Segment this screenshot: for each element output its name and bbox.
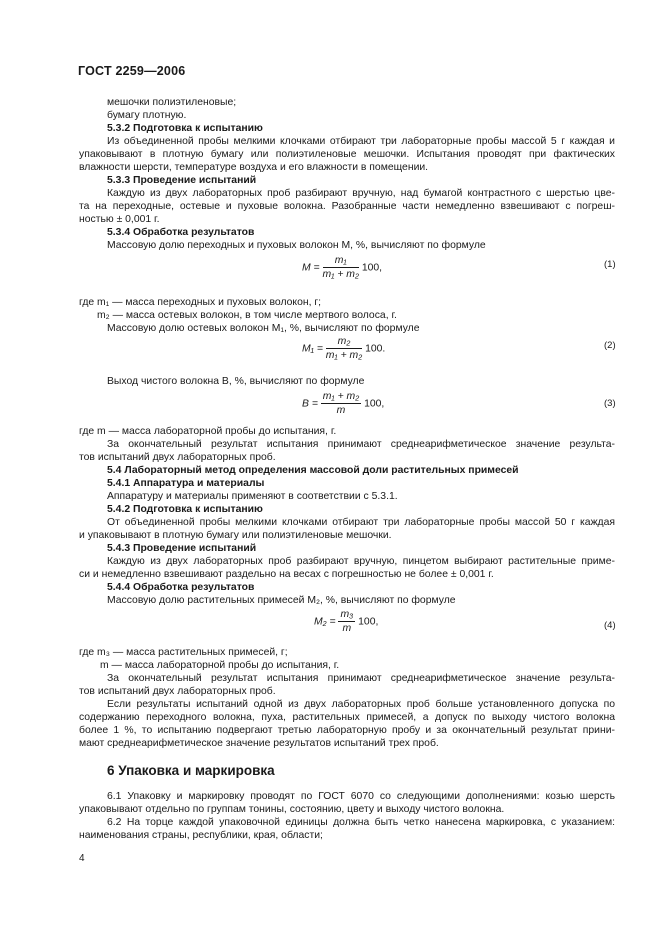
text-line: 6.1 Упаковку и маркировку проводят по ГОСТ 6070 со следующими дополнениями: козью шерсть <box>107 791 615 802</box>
document-header: ГОСТ 2259—2006 <box>78 64 186 78</box>
section-heading: 5.4 Лабораторный метод определения массовой доли растительных примесей <box>107 465 519 476</box>
formula-lhs: B = <box>302 398 318 410</box>
text-line: Массовую долю остевых волокон М₁, %, вычисляют по формуле <box>107 323 420 334</box>
text-line: Каждую из двух лабораторных проб разбирают вручную, над бумагой контрастного с шерстью цве- <box>107 188 615 199</box>
formula-denominator: m <box>342 623 352 634</box>
formula-number: (1) <box>604 259 616 270</box>
formula-2 <box>302 336 385 366</box>
text-line: m — масса лабораторной пробы до испытания, г. <box>100 660 340 671</box>
text-line: тов испытаний двух лабораторных проб. <box>79 686 276 697</box>
subsection-heading: 5.4.1 Аппаратура и материалы <box>107 478 265 489</box>
text-line: От объединенной пробы мелкими клочками отбирают три лабораторные пробы массой 50 г каждая <box>107 517 615 528</box>
text-line: Аппаратуру и материалы применяют в соответствии с 5.3.1. <box>107 491 398 502</box>
text-line: Из объединенной пробы мелкими клочками отбирают три лабораторные пробы массой 5 г каждая и <box>107 136 615 147</box>
formula-denominator: m <box>336 405 346 416</box>
formula-tail: 100. <box>365 343 386 355</box>
formula-numerator: m₁ <box>323 255 359 268</box>
text-line: наименования страны, республики, края, области; <box>79 830 323 841</box>
formula-tail: 100, <box>364 398 385 410</box>
text-line: та на переходные, остевые и пуховые волокна. Разобранные части немедленно взвешивают с погреш- <box>79 201 615 212</box>
text-line: Выход чистого волокна В, %, вычисляют по формуле <box>107 376 365 387</box>
text-line: си и немедленно взвешивают раздельно на весах с погрешностью не более ± 0,001 г. <box>79 569 494 580</box>
formula-lhs: M₁ = <box>302 343 323 355</box>
text-line: мают среднеарифметическое значение результатов испытаний трех проб. <box>79 738 439 749</box>
formula-tail: 100, <box>358 616 379 628</box>
subsection-heading: 5.4.4 Обработка результатов <box>107 582 255 593</box>
subsection-heading: 5.3.3 Проведение испытаний <box>107 175 257 186</box>
text-line: тов испытаний двух лабораторных проб. <box>79 452 276 463</box>
text-line: 6.2 На торце каждой упаковочной единицы должна быть четко нанесена маркировка, с указанием: <box>107 817 615 828</box>
subsection-heading: 5.3.4 Обработка результатов <box>107 227 255 238</box>
formula-numerator: m₃ <box>340 609 354 620</box>
formula-tail: 100, <box>361 262 383 274</box>
text-line: Массовую долю растительных примесей М₂, %, вычисляют по формуле <box>107 595 456 606</box>
subsection-heading: 5.4.3 Проведение испытаний <box>107 543 257 554</box>
text-line: и упаковывают в плотную бумагу или полиэтиленовые мешочки. <box>79 530 392 541</box>
text-line: мешочки полиэтиленовые; <box>107 97 237 108</box>
formula-number: (2) <box>604 340 616 351</box>
formula-denominator: m₁ + m₂ <box>325 350 363 361</box>
text-line: где m₁ — масса переходных и пуховых волокон, г; <box>79 297 322 308</box>
text-line: более 1 %, то испытанию подвергают третью лабораторную пробу и за окончательный результат прини- <box>79 725 615 736</box>
text-line: m₂ — масса остевых волокон, в том числе мертвого волоса, г. <box>97 310 397 321</box>
formula-denominator: m₁ + m₂ <box>322 269 359 280</box>
formula-number: (3) <box>604 398 616 409</box>
formula-3 <box>302 391 384 421</box>
formula-numerator: m₁ + m₂ <box>322 391 360 402</box>
formula-4 <box>314 609 378 639</box>
formula-numerator: m₂ <box>326 336 362 349</box>
text-line: где m₃ — масса растительных примесей, г; <box>79 647 288 658</box>
text-line: ностью ± 0,001 г. <box>79 214 160 225</box>
text-line: где m — масса лабораторной пробы до испытания, г. <box>79 426 337 437</box>
subsection-heading: 5.3.2 Подготовка к испытанию <box>107 123 263 134</box>
text-line: За окончательный результат испытания принимают среднеарифметическое значение результа- <box>107 673 615 684</box>
formula-lhs: M = <box>302 262 320 274</box>
subsection-heading: 5.4.2 Подготовка к испытанию <box>107 504 263 515</box>
section-heading: 6 Упаковка и маркировка <box>107 763 275 778</box>
text-line: влажности шерсти, температуре воздуха и его влажности в помещении. <box>79 162 429 173</box>
text-line: Каждую из двух лабораторных проб разбирают вручную, пинцетом выбирают растительные приме- <box>107 556 615 567</box>
text-line: упаковывают отдельно по группам тонины, состоянию, цвету и выходу чистого волокна. <box>79 804 505 815</box>
text-line: содержанию переходного волокна, пуха, растительных примесей, а допуск по выходу чистого волокна <box>79 712 615 723</box>
text-line: бумагу плотную. <box>107 110 187 121</box>
text-line: Если результаты испытаний одной из двух лабораторных проб больше установленного допуска по <box>107 699 615 710</box>
page-number: 4 <box>79 853 85 864</box>
text-line: упаковывают в плотную бумагу или полиэтиленовые мешочки. Испытания проводят при фактических <box>79 149 615 160</box>
formula-lhs: M₂ = <box>314 616 336 628</box>
text-line: Массовую долю переходных и пуховых волокон М, %, вычисляют по формуле <box>107 240 486 251</box>
text-line: За окончательный результат испытания принимают среднеарифметическое значение результа- <box>107 439 615 450</box>
formula-1 <box>302 255 382 285</box>
formula-number: (4) <box>604 620 616 631</box>
